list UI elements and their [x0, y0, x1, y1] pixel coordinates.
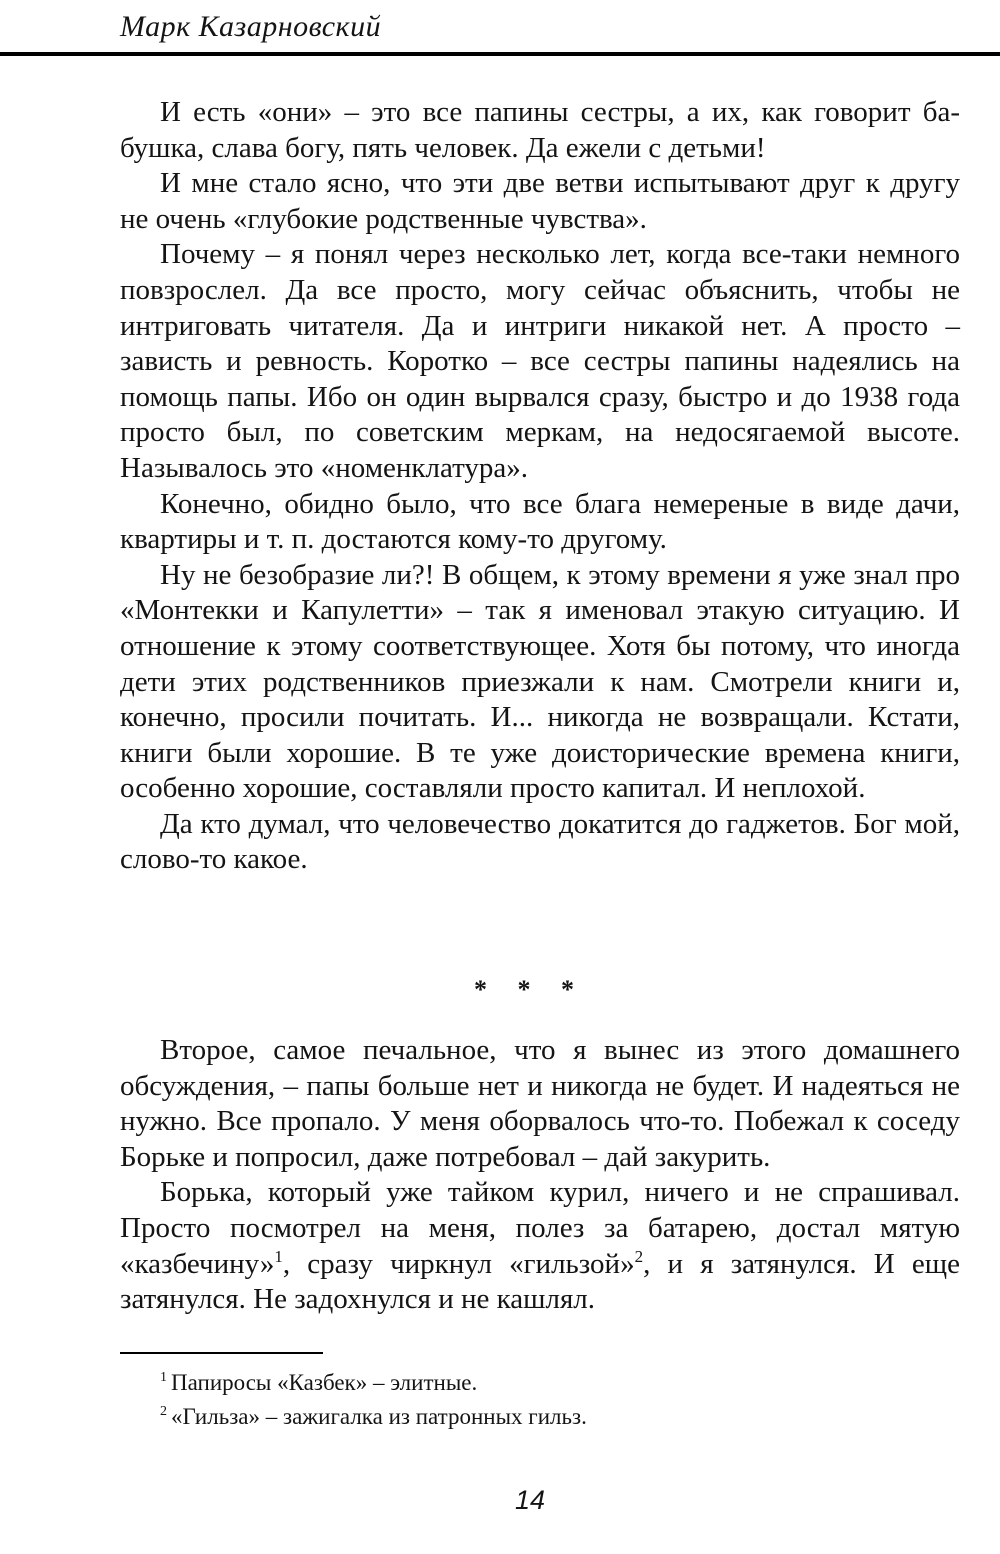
paragraph: И есть «они» – это все папины сестры, а их, как говорит бабушка, слава богу, пять человек. Да ежели с детьми! [120, 96, 960, 164]
page-number: 14 [514, 1485, 546, 1515]
paragraph-text: , сразу чиркнул «гильзой» [282, 1247, 635, 1280]
running-head-author: Марк Казарновский [120, 10, 382, 43]
paragraph: Ну не безобразие ли?! В общем, к этому времени я уже знал про «Монтекки и Капулетти» – так я именовал этакую ситуацию. И отношение к этому соответствующее. Хотя бы потому, что иногда дети этих родственников приезжали к нам. Смотрели книги и, конечно, просили почитать. И... никогда не возвращали. Кстати, книги были хорошие. В те уже доисторические времена книги, особенно хорошие, составляли просто капитал. И неплохой. [120, 558, 960, 805]
paragraph: И мне стало ясно, что эти две ветви испытывают друг к другу не очень «глубокие родственные чувства». [120, 167, 960, 235]
footnotes [160, 1366, 960, 1434]
paragraph-text: Борька, который уже тайком курил, ничего и не спрашивал. Просто посмотрел на меня, полез за батарею, достал мятую «казбечину» [120, 1176, 960, 1280]
footnote-1 [160, 1366, 960, 1400]
header-rule [0, 52, 1000, 56]
section-break-asterisks: * * * [474, 975, 586, 1004]
paragraph-with-footnote-refs [120, 1175, 960, 1317]
paragraph-text: , и я затянулся. И еще затянулся. Не задохнулся и не кашлял. [120, 1247, 960, 1316]
paragraph: Да кто думал, что человечество докатится до гаджетов. Бог мой, слово-то какое. [120, 807, 960, 876]
footnote-ref-2: 2 [634, 1246, 644, 1266]
body-text-block-1 [120, 95, 960, 878]
paragraph: Конечно, обидно было, что все блага немереные в виде дачи, квартиры и т. п. достаются кому-то другому. [120, 487, 960, 556]
footnote-text: «Гильза» – зажигалка из патронных гильз. [171, 1404, 587, 1429]
footnote-rule [120, 1352, 323, 1354]
page-header [0, 0, 1000, 62]
paragraph: Второе, самое печальное, что я вынес из этого домашнего обсуждения, – папы больше нет и никогда не будет. И надеяться не нужно. Все пропало. У меня оборвалось что-то. Побежал к соседу Борьке и попросил, даже потребовал – дай закурить. [120, 1034, 960, 1173]
body-text-block-2 [120, 1033, 960, 1318]
footnote-mark: 1 [160, 1370, 167, 1385]
footnote-ref-1: 1 [274, 1246, 283, 1266]
paragraph: Почему – я понял через несколько лет, когда все-таки немного повзрослел. Да все просто, могу сейчас объяснить, чтобы не интриговать читателя. Да и интриги никакой нет. А просто – зависть и ревность. Коротко – все сестры папины надеялись на помощь папы. Ибо он один вырвался сразу, быстро и до 1938 года просто был, по советским меркам, на недосягаемой высоте. Называлось это «номенклатура». [120, 238, 960, 484]
footnote-mark: 2 [160, 1404, 167, 1419]
footnote-text: Папиросы «Казбек» – элитные. [171, 1370, 478, 1395]
footnote-2 [160, 1400, 960, 1434]
